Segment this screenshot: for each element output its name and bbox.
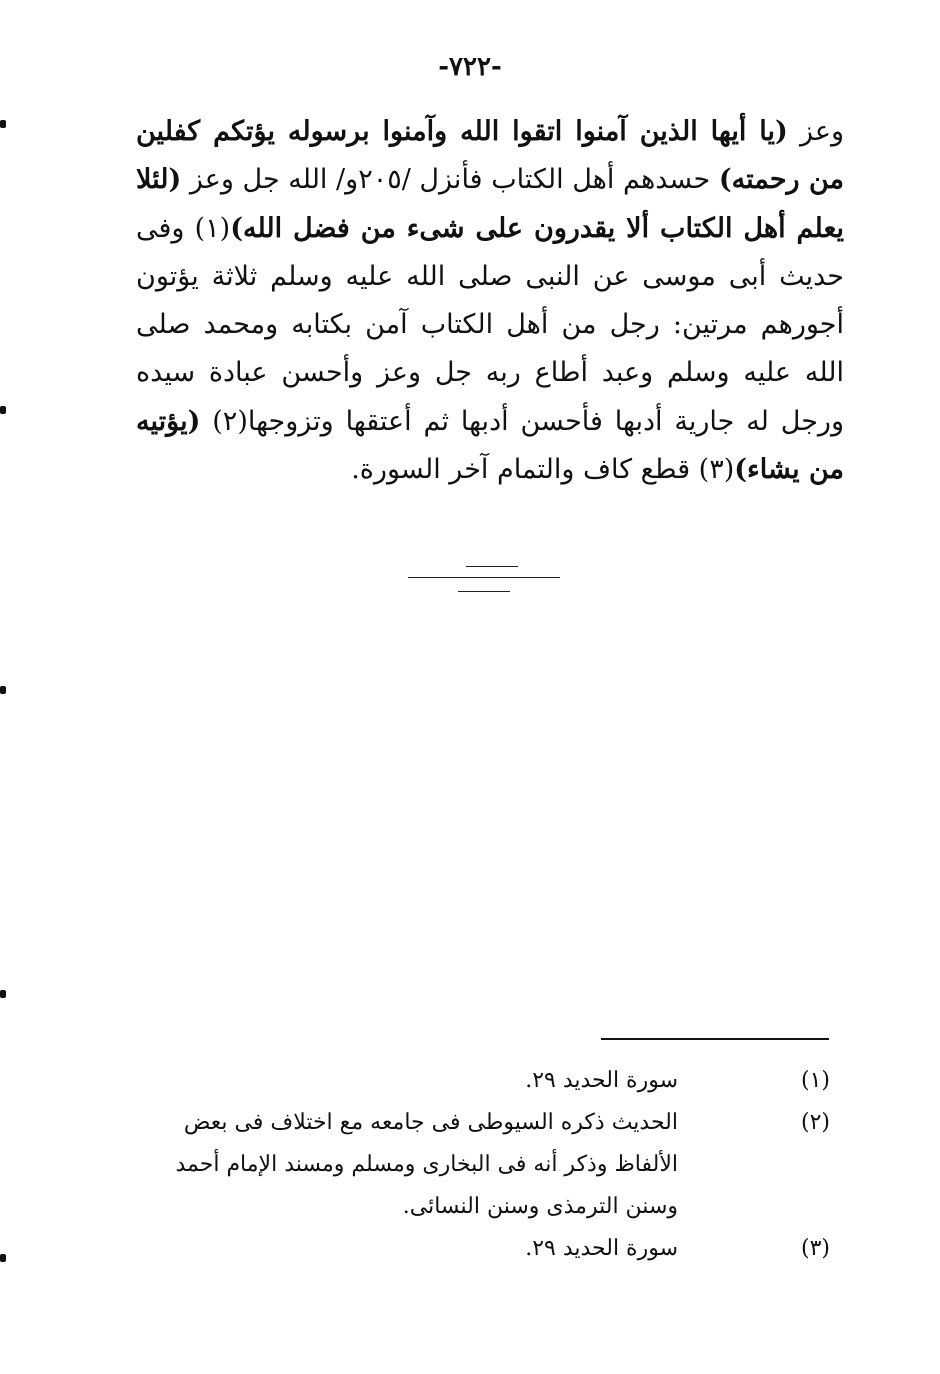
scan-margin-mark — [0, 120, 6, 128]
scan-margin-mark — [0, 686, 6, 694]
footnote-text — [150, 1060, 678, 1102]
footnote-line: سورة الحديد ٢٩. — [525, 1236, 678, 1261]
scan-margin-mark — [0, 1254, 6, 1262]
footnotes — [150, 1060, 830, 1270]
quran-verse: (يؤتيه من يشاء) — [136, 405, 844, 486]
footnote-1 — [150, 1060, 830, 1102]
footnote-text — [150, 1228, 678, 1270]
text-run: (١) وفى حديث أبى موسى عن النبى صلى الله عليه وسلم ثلاثة يؤتون أجورهم مرتين: رجل من أهل الكتاب آمن بكتابه ومحمد صلى الله عليه وسلم وعبد أطاع ربه جل وعز وأحسن عبادة سيده ورجل له جارية أدبها فأحسن أدبها ثم أعتقها وتزوجها(٢) — [136, 212, 844, 437]
footnote-separator — [601, 1038, 829, 1040]
quran-verse: (يا أيها الذين آمنوا اتقوا الله وآمنوا برسوله يؤتكم كفلين من رحمته) — [136, 116, 844, 196]
footnote-3 — [150, 1228, 830, 1270]
footnote-line: وسنن الترمذى وسنن النسائى. — [402, 1194, 678, 1219]
scan-margin-mark — [0, 406, 6, 414]
text-run: وعز — [787, 116, 844, 147]
footnote-number: (١) — [800, 1068, 830, 1093]
footnote-line: الألفاظ وذكر أنه فى البخارى ومسلم ومسند الإمام أحمد — [175, 1152, 678, 1177]
footnote-2 — [150, 1102, 830, 1228]
main-text — [136, 108, 844, 494]
text-run: (٣) قطع كاف والتمام آخر السورة. — [351, 454, 735, 486]
page-number: -٧٢٢- — [438, 52, 502, 82]
text-run: حسدهم أهل الكتاب فأنزل /٢٠٥و/ الله جل وعز — [181, 164, 719, 196]
footnote-line: سورة الحديد ٢٩. — [525, 1068, 678, 1093]
section-end-ornament — [408, 566, 560, 596]
footnote-text — [150, 1102, 678, 1228]
quran-verse: (لئلا يعلم أهل الكتاب ألا يقدرون على شىء من فضل الله) — [136, 164, 844, 244]
footnote-number: (٣) — [800, 1236, 830, 1261]
footnote-line: الحديث ذكره السيوطى فى جامعه مع اختلاف فى بعض — [183, 1110, 678, 1135]
footnote-number: (٢) — [800, 1110, 830, 1135]
scan-margin-mark — [0, 990, 6, 998]
